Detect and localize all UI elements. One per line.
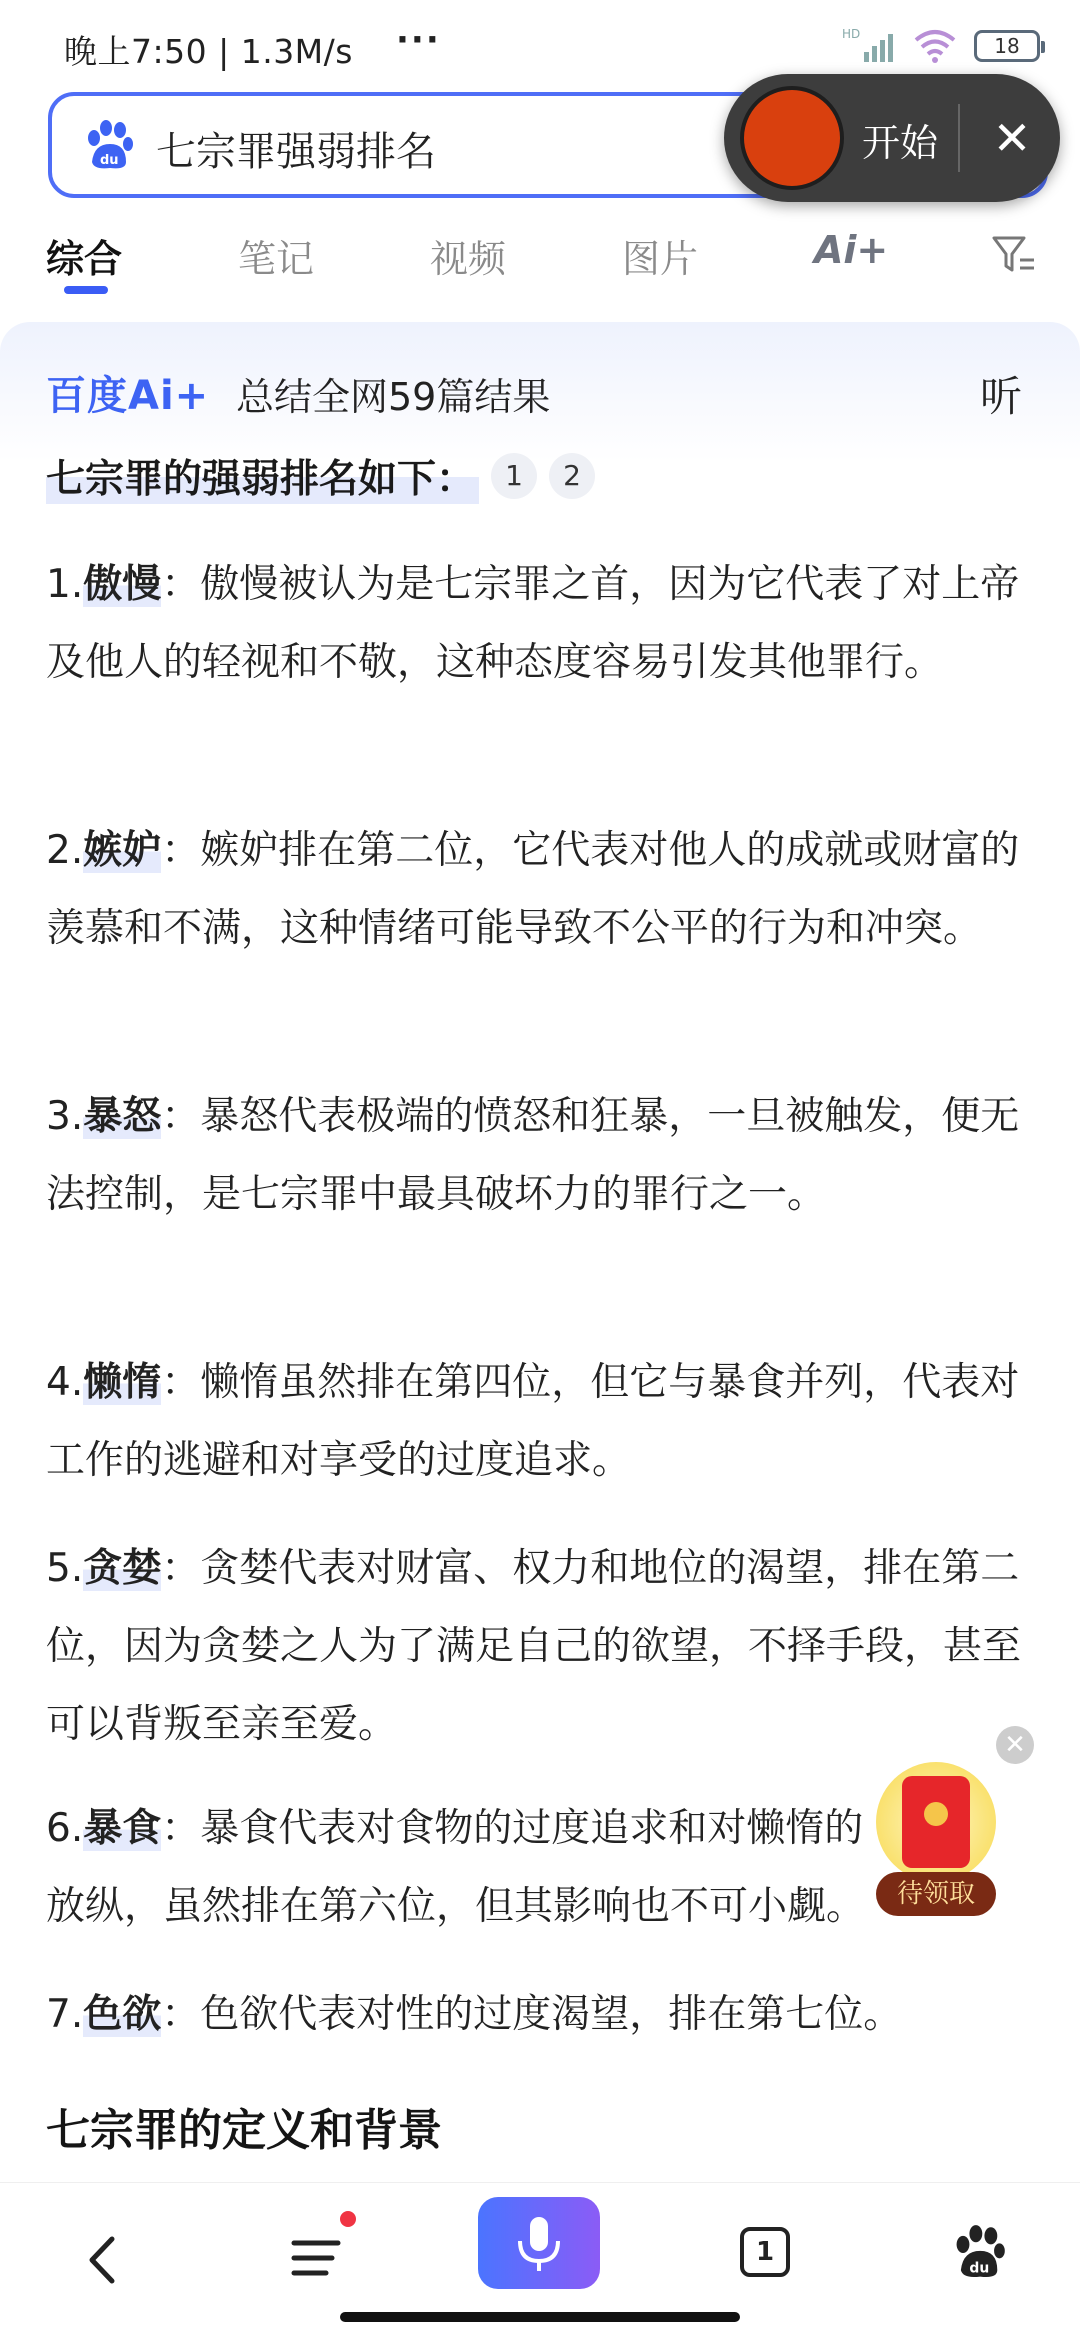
red-packet-close-icon[interactable]: ✕ (996, 1726, 1034, 1764)
baidu-ai-logo: 百度Ai+ (46, 373, 210, 419)
svg-text:du: du (969, 2260, 990, 2277)
search-query: 七宗罪强弱排名 (156, 129, 436, 175)
home-indicator[interactable] (340, 2312, 740, 2322)
item-text: ：色欲代表对性的过度渴望，排在第七位。 (161, 1992, 903, 2037)
item-term[interactable]: 傲慢 (83, 562, 162, 607)
item-number: 1. (46, 562, 84, 607)
ai-answer-heading (46, 446, 595, 506)
status-time: 晚上7:50 | 1.3M/s (64, 32, 353, 71)
baidu-home-icon[interactable] (948, 2223, 1008, 2283)
item-term[interactable]: 嫉妒 (83, 828, 162, 873)
item-text: ：贪婪代表对财富、权力和地位的渴望，排在第二位，因为贪婪之人为了满足自己的欲望，不择手段，甚至可以背叛至亲至爱。 (46, 1546, 1022, 1747)
list-item (46, 1790, 876, 1946)
back-icon[interactable] (72, 2225, 132, 2295)
status-more-icon: ··· (396, 20, 441, 60)
item-text: ：暴怒代表极端的愤怒和狂暴，一旦被触发，便无法控制，是七宗罪中最具破坏力的罪行之一。 (46, 1094, 1020, 1217)
tab-videos[interactable]: 视频 (430, 237, 507, 281)
ai-summary-count: 总结全网59篇结果 (236, 375, 551, 419)
red-packet-button[interactable] (876, 1762, 996, 1912)
listen-button[interactable]: 听 (980, 372, 1023, 421)
section-title: 七宗罪的定义和背景 (46, 2105, 442, 2156)
tabs-icon[interactable]: 1 (740, 2227, 790, 2277)
list-item (46, 1976, 1036, 2054)
item-number: 6. (46, 1806, 84, 1851)
item-term[interactable]: 懒惰 (83, 1360, 162, 1405)
item-term[interactable]: 暴食 (83, 1806, 162, 1851)
item-number: 7. (46, 1992, 84, 2037)
item-number: 5. (46, 1546, 84, 1591)
citation-badge[interactable]: 2 (549, 453, 595, 499)
svg-text:du: du (100, 153, 119, 168)
active-tab-indicator (64, 286, 108, 294)
item-text: ：傲慢被认为是七宗罪之首，因为它代表了对上帝及他人的轻视和不敬，这种态度容易引发其他罪行。 (46, 562, 1020, 685)
citation-badge[interactable]: 1 (491, 453, 537, 499)
item-text: ：嫉妒排在第二位，它代表对他人的成就或财富的羡慕和不满，这种情绪可能导致不公平的行为和冲突。 (46, 828, 1020, 951)
item-text: ：懒惰虽然排在第四位，但它与暴食并列，代表对工作的逃避和对享受的过度追求。 (46, 1360, 1020, 1483)
screen-record-pill[interactable] (724, 74, 1060, 202)
close-icon[interactable]: ✕ (992, 111, 1032, 165)
baidu-paw-icon (80, 118, 136, 174)
item-term[interactable]: 暴怒 (83, 1094, 162, 1139)
envelope-seal-icon (924, 1802, 948, 1826)
microphone-icon (478, 2197, 600, 2289)
notification-dot (340, 2211, 356, 2227)
voice-search-button[interactable] (478, 2197, 600, 2289)
item-term[interactable]: 色欲 (83, 1992, 162, 2037)
item-text: ：暴食代表对食物的过度追求和对懒惰的放纵，虽然排在第六位，但其影响也不可小觑。 (46, 1806, 866, 1929)
list-item (46, 1530, 1036, 1764)
tab-notes[interactable]: 笔记 (238, 237, 315, 281)
status-right (842, 26, 1040, 66)
signal-tag: HD (842, 27, 861, 41)
list-item (46, 1344, 1036, 1500)
wifi-icon (912, 26, 958, 66)
item-number: 4. (46, 1360, 84, 1405)
filter-icon[interactable] (990, 230, 1038, 278)
start-button[interactable]: 开始 (862, 121, 939, 165)
item-term[interactable]: 贪婪 (83, 1546, 162, 1591)
tab-ai[interactable]: Ai+ (814, 228, 889, 272)
tab-images[interactable]: 图片 (622, 237, 699, 281)
heading-text: 七宗罪的强弱排名如下： (46, 448, 479, 504)
list-item (46, 546, 1036, 702)
item-number: 2. (46, 828, 84, 873)
signal-icon (842, 26, 896, 66)
tab-all[interactable]: 综合 (46, 237, 123, 281)
battery-indicator: 18 (974, 30, 1040, 62)
pill-divider (958, 104, 960, 172)
menu-icon[interactable] (288, 2223, 348, 2293)
record-button[interactable] (740, 86, 844, 190)
list-item (46, 1078, 1036, 1234)
list-item (46, 812, 1036, 968)
item-number: 3. (46, 1094, 84, 1139)
red-packet-label: 待领取 (876, 1872, 996, 1916)
search-tabs (0, 216, 1080, 316)
